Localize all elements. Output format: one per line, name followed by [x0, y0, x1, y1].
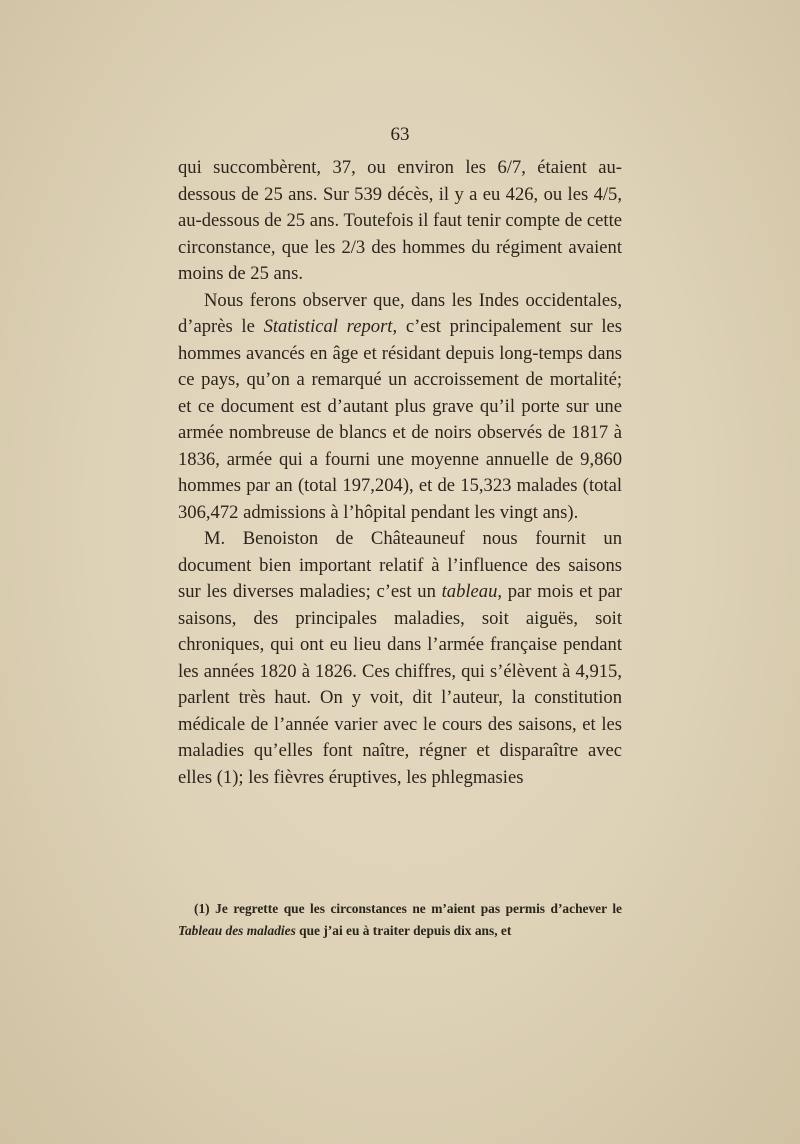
italic-title: Statistical report: [263, 316, 393, 337]
text-segment: Nous ferons observer que, dans les Indes occidentales, d’après le: [178, 289, 622, 337]
text-segment: , par mois et par saisons, des principales maladies, soit aiguës, soit chroniques, qui ont eu lieu dans l’armée française pendant les années 1820 à 1826. Ces chiffres, qui s’élèvent à 4,915, parlent très haut. On y voit, dit l’auteur, la constitution médicale de l’année varier avec le cours des saisons, et les maladies qu’elles font naître, régner et disparaître avec elles (1); les fièvres éruptives, les phlegmasies: [178, 581, 622, 788]
page-number: 63: [390, 124, 410, 145]
body-text: [178, 155, 622, 791]
text-segment: , c’est principalement sur les hommes avancés en âge et résidant depuis long-temps dans ce pays, qu’on a remarqué un accroissement de mortalité; et ce document est d’autant plus grave qu’il porte sur une armée nombreuse de blancs et de noirs observés de 1817 à 1836, armée qui a fourni une moyenne annuelle de 9,860 hommes par an (total 197,204), et de 15,323 malades (total 306,472 admissions à l’hôpital pendant les vingt ans).: [178, 316, 622, 523]
footnote-italic-title: Tableau des maladies: [178, 923, 296, 938]
text-segment: M. Benoiston de Châteauneuf nous fournit un document bien important relatif à l’influence des saisons sur les diverses maladies; c’est un: [178, 528, 622, 602]
footnote-text: (1) Je regrette que les circonstances ne m’aient pas permis d’achever le: [194, 901, 622, 916]
paragraph: [178, 526, 622, 791]
paragraph: [178, 155, 622, 288]
text-segment: qui succombèrent, 37, ou environ les 6/7, étaient au-dessous de 25 ans. Sur 539 décès, il y a eu 426, ou les 4/5, au-dessous de 25 ans. Toutefois il faut tenir compte de cette circonstance, que les 2/3 des hommes du régiment avaient moins de 25 ans.: [178, 157, 622, 284]
footnote: [178, 898, 622, 942]
footnote-text: que j’ai eu à traiter depuis dix ans, et: [295, 923, 512, 938]
paragraph: [178, 288, 622, 527]
italic-term: tableau: [441, 581, 498, 602]
